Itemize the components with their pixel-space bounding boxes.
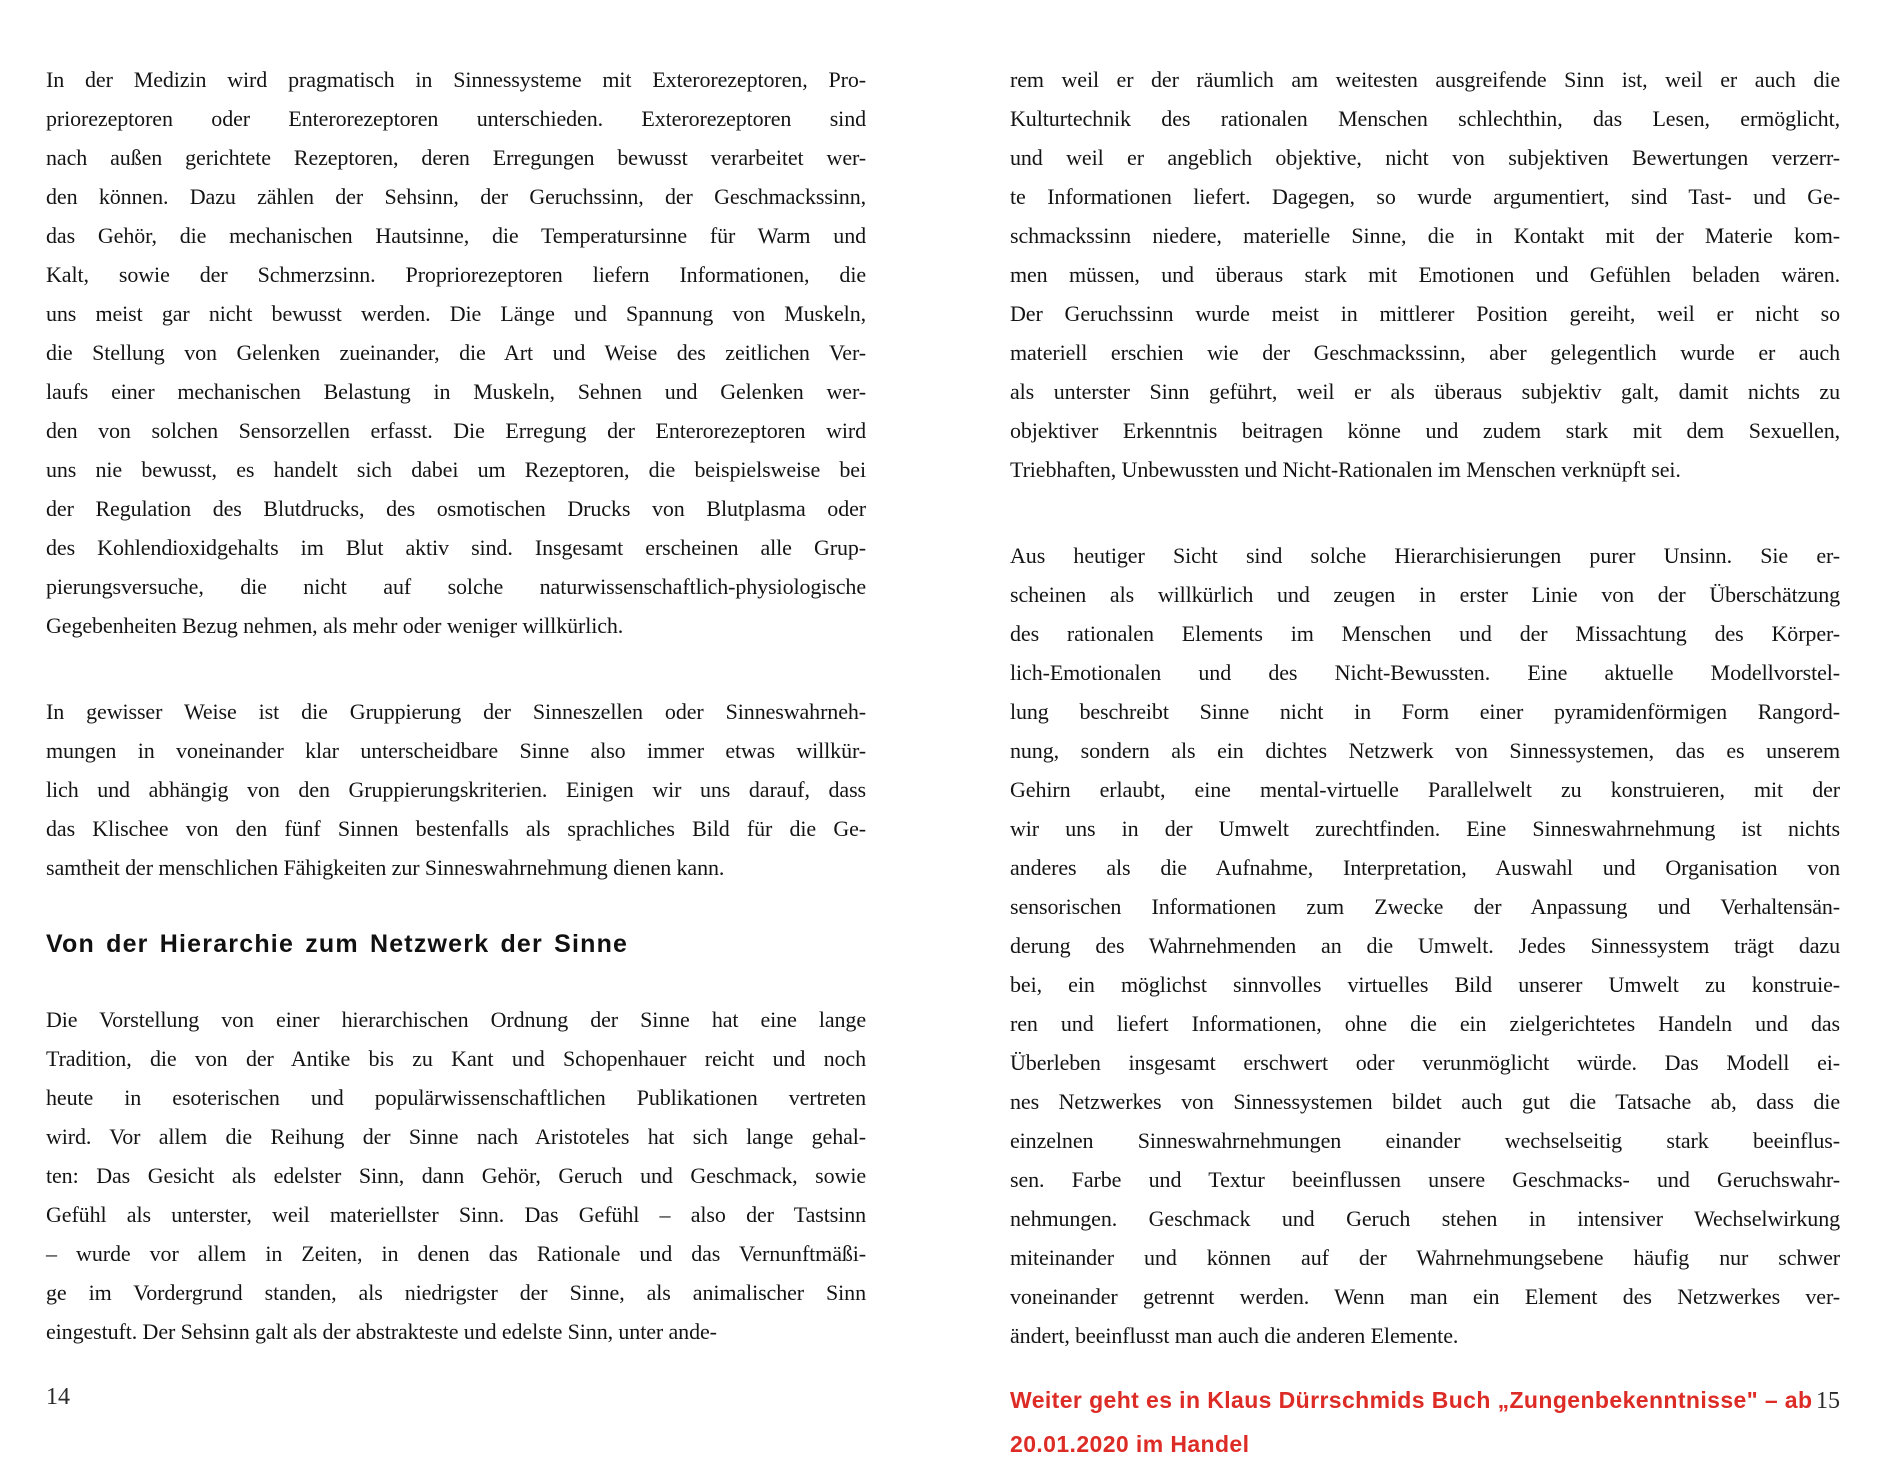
text-line: sensorischen Informationen zum Zwecke der Anpassung und Verhaltensän- xyxy=(1010,894,1840,919)
text-line: ändert, beeinflusst man auch die anderen Elemente. xyxy=(1010,1323,1459,1348)
text-line: nes Netzwerkes von Sinnessystemen bildet auch gut die Tatsache ab, dass die xyxy=(1010,1089,1840,1114)
text-line: sen. Farbe und Textur beeinflussen unsere Geschmacks- und Geruchswahr- xyxy=(1010,1167,1840,1192)
text-line: eingestuft. Der Sehsinn galt als der abstrakteste und edelste Sinn, unter ande- xyxy=(46,1319,717,1344)
text-line: Triebhaften, Unbewussten und Nicht-Rationalen im Menschen verknüpft sei. xyxy=(1010,457,1681,482)
text-line: den können. Dazu zählen der Sehsinn, der Geruchssinn, der Geschmackssinn, xyxy=(46,184,866,209)
text-line: Kalt, sowie der Schmerzsinn. Propriorezeptoren liefern Informationen, die xyxy=(46,262,866,287)
text-line: lung beschreibt Sinne nicht in Form einer pyramidenförmigen Rangord- xyxy=(1010,699,1840,724)
text-line: samtheit der menschlichen Fähigkeiten zur Sinneswahrnehmung dienen kann. xyxy=(46,855,725,880)
text-line: nung, sondern als ein dichtes Netzwerk von Sinnessystemen, das es unserem xyxy=(1010,738,1840,763)
release-note-line1: Weiter geht es in Klaus Dürrschmids Buch „Zungenbekenntnisse" – ab xyxy=(1010,1387,1813,1413)
text-line: schmackssinn niedere, materielle Sinne, die in Kontakt mit der Materie kom- xyxy=(1010,223,1840,248)
text-line: das Klischee von den fünf Sinnen bestenfalls als sprachliches Bild für die Ge- xyxy=(46,816,866,841)
text-line: heute in esoterischen und populärwissenschaftlichen Publikationen vertreten xyxy=(46,1085,866,1110)
text-line: voneinander getrennt werden. Wenn man ein Element des Netzwerkes ver- xyxy=(1010,1284,1840,1309)
text-line: wir uns in der Umwelt zurechtfinden. Eine Sinneswahrnehmung ist nichts xyxy=(1010,816,1840,841)
text-line: Der Geruchssinn wurde meist in mittlerer Position gereiht, weil er nicht so xyxy=(1010,301,1840,326)
text-line: – wurde vor allem in Zeiten, in denen das Rationale und das Vernunftmäßi- xyxy=(46,1241,866,1266)
text-line: priorezeptoren oder Enterorezeptoren unterschieden. Exterorezeptoren sind xyxy=(46,106,866,131)
left-page-text-column xyxy=(46,60,866,1351)
paragraph-sehsinn-fortsetzung xyxy=(1010,60,1840,489)
text-line: den von solchen Sensorzellen erfasst. Die Erregung der Enterorezeptoren wird xyxy=(46,418,866,443)
text-line: lich und abhängig von den Gruppierungskriterien. Einigen wir uns darauf, dass xyxy=(46,777,866,802)
text-line: anderes als die Aufnahme, Interpretation, Auswahl und Organisation von xyxy=(1010,855,1840,880)
text-line: In gewisser Weise ist die Gruppierung der Sinneszellen oder Sinneswahrneh- xyxy=(46,699,866,724)
text-line: te Informationen liefert. Dagegen, so wurde argumentiert, sind Tast- und Ge- xyxy=(1010,184,1840,209)
page-number-right: 15 xyxy=(1816,1388,1840,1414)
paragraph-gruppierung xyxy=(46,692,866,887)
text-line: In der Medizin wird pragmatisch in Sinnessysteme mit Exterorezeptoren, Pro- xyxy=(46,67,866,92)
text-line: rem weil er der räumlich am weitesten ausgreifende Sinn ist, weil er auch die xyxy=(1010,67,1840,92)
page-number-left: 14 xyxy=(46,1384,70,1410)
text-line: Aus heutiger Sicht sind solche Hierarchisierungen purer Unsinn. Sie er- xyxy=(1010,543,1840,568)
text-line: die Stellung von Gelenken zueinander, die Art und Weise des zeitlichen Ver- xyxy=(46,340,866,365)
text-line: objektiver Erkenntnis beitragen könne und zudem stark mit dem Sexuellen, xyxy=(1010,418,1840,443)
text-line: materiell erschien wie der Geschmackssinn, aber gelegentlich wurde er auch xyxy=(1010,340,1840,365)
paragraph-medizin-sinnessysteme xyxy=(46,60,866,645)
text-line: und weil er angeblich objektive, nicht von subjektiven Bewertungen verzerr- xyxy=(1010,145,1840,170)
text-line: Kulturtechnik des rationalen Menschen schlechthin, das Lesen, ermöglicht, xyxy=(1010,106,1840,131)
paragraph-netzwerk-modell xyxy=(1010,536,1840,1355)
text-line: das Gehör, die mechanischen Hautsinne, die Temperatursinne für Warm und xyxy=(46,223,866,248)
text-line: der Regulation des Blutdrucks, des osmotischen Drucks von Blutplasma oder xyxy=(46,496,866,521)
text-line: wird. Vor allem die Reihung der Sinne nach Aristoteles hat sich lange gehal- xyxy=(46,1124,866,1149)
text-line: ge im Vordergrund standen, als niedrigster der Sinne, als animalischer Sinn xyxy=(46,1280,866,1305)
text-line: als unterster Sinn geführt, weil er als überaus subjektiv galt, damit nichts zu xyxy=(1010,379,1840,404)
text-line: nehmungen. Geschmack und Geruch stehen in intensiver Wechselwirkung xyxy=(1010,1206,1840,1231)
text-line: mungen in voneinander klar unterscheidbare Sinne also immer etwas willkür- xyxy=(46,738,866,763)
text-line: bei, ein möglichst sinnvolles virtuelles Bild unserer Umwelt zu konstruie- xyxy=(1010,972,1840,997)
text-line: des Kohlendioxidgehalts im Blut aktiv sind. Insgesamt erscheinen alle Grup- xyxy=(46,535,866,560)
section-heading: Von der Hierarchie zum Netzwerk der Sinne xyxy=(46,930,629,958)
text-line: Die Vorstellung von einer hierarchischen Ordnung der Sinne hat eine lange xyxy=(46,1007,866,1032)
text-line: nach außen gerichtete Rezeptoren, deren Erregungen bewusst verarbeitet wer- xyxy=(46,145,866,170)
text-line: laufs einer mechanischen Belastung in Muskeln, Sehnen und Gelenken wer- xyxy=(46,379,866,404)
text-line: uns meist gar nicht bewusst werden. Die Länge und Spannung von Muskeln, xyxy=(46,301,866,326)
text-line: Gefühl als unterster, weil materiellster Sinn. Das Gefühl – also der Tastsinn xyxy=(46,1202,866,1227)
text-line: Überleben insgesamt erschwert oder verunmöglicht würde. Das Modell ei- xyxy=(1010,1050,1840,1075)
text-line: des rationalen Elements im Menschen und der Missachtung des Körper- xyxy=(1010,621,1840,646)
text-line: uns nie bewusst, es handelt sich dabei um Rezeptoren, die beispielsweise bei xyxy=(46,457,866,482)
text-line: ten: Das Gesicht als edelster Sinn, dann Gehör, Geruch und Geschmack, sowie xyxy=(46,1163,866,1188)
right-page-text-column xyxy=(1010,60,1840,1355)
text-line: scheinen als willkürlich und zeugen in erster Linie von der Überschätzung xyxy=(1010,582,1840,607)
text-line: Tradition, die von der Antike bis zu Kant und Schopenhauer reicht und noch xyxy=(46,1046,866,1071)
text-line: ren und liefert Informationen, ohne die ein zielgerichtetes Handeln und das xyxy=(1010,1011,1840,1036)
text-line: Gegebenheiten Bezug nehmen, als mehr oder weniger willkürlich. xyxy=(46,613,624,638)
text-line: men müssen, und überaus stark mit Emotionen und Gefühlen beladen wären. xyxy=(1010,262,1840,287)
text-line: lich-Emotionalen und des Nicht-Bewussten. Eine aktuelle Modellvorstel- xyxy=(1010,660,1840,685)
text-line: pierungsversuche, die nicht auf solche naturwissenschaftlich-physiologische xyxy=(46,574,866,599)
text-line: derung des Wahrnehmenden an die Umwelt. Jedes Sinnessystem trägt dazu xyxy=(1010,933,1840,958)
text-line: miteinander und können auf der Wahrnehmungsebene häufig nur schwer xyxy=(1010,1245,1840,1270)
release-note-line2: 20.01.2020 im Handel xyxy=(1010,1431,1250,1457)
paragraph-hierarchie-tradition xyxy=(46,1000,866,1351)
text-line: einzelnen Sinneswahrnehmungen einander wechselseitig stark beeinflus- xyxy=(1010,1128,1840,1153)
text-line: Gehirn erlaubt, eine mental-virtuelle Parallelwelt zu konstruieren, mit der xyxy=(1010,777,1840,802)
